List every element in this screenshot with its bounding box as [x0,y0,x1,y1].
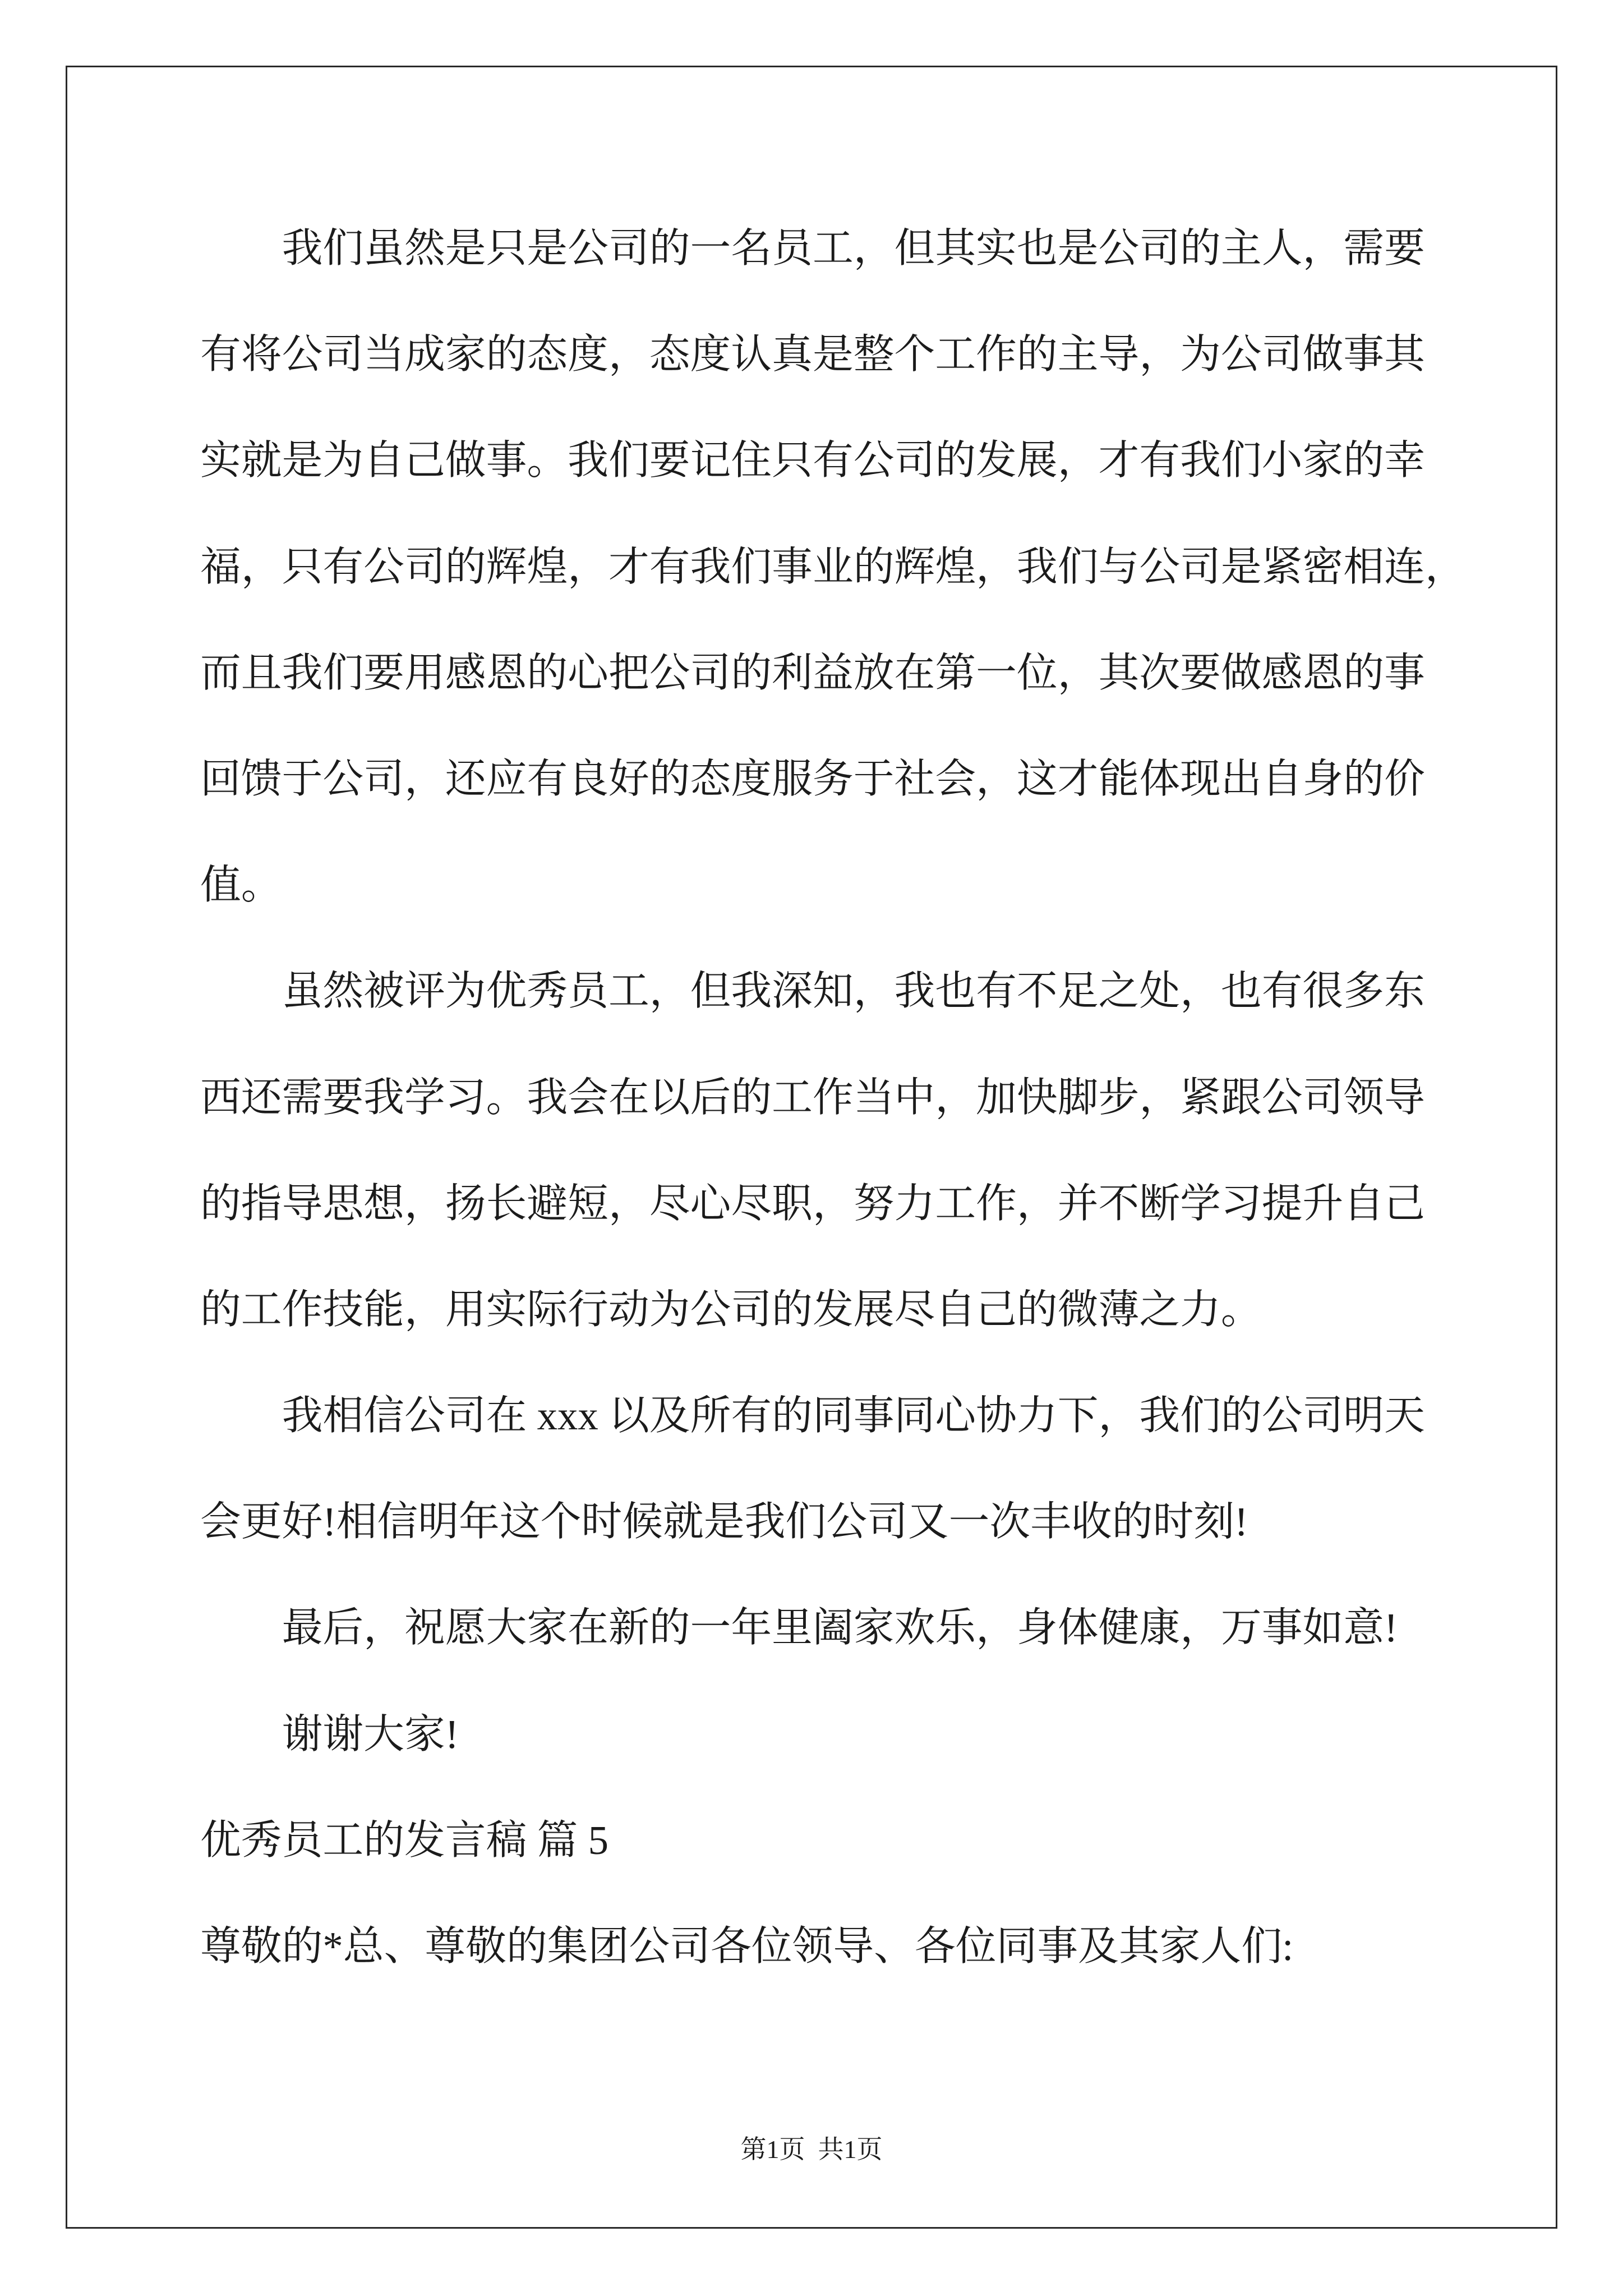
text-line: 会更好!相信明年这个时候就是我们公司又一次丰收的时刻! [200,1499,1248,1545]
text-line: 值。 [200,862,282,908]
text-line: 回馈于公司，还应有良好的态度服务于社会，这才能体现出自身的价 [200,756,1425,802]
text-line: 的指导思想，扬长避短，尽心尽职，努力工作，并不断学习提升自己 [200,1180,1425,1226]
paragraph [200,195,1466,938]
text-line: 有将公司当成家的态度，态度认真是整个工作的主导，为公司做事其 [200,332,1425,378]
text-line: 虽然被评为优秀员工，但我深知，我也有不足之处，也有很多东 [282,968,1425,1014]
paragraph [200,1575,1434,1681]
document-body [200,195,1466,1999]
salutation [200,1893,1434,1999]
text-line: 而且我们要用感恩的心把公司的利益放在第一位，其次要做感恩的事 [200,650,1425,696]
text-line: 西还需要我学习。我会在以后的工作当中，加快脚步，紧跟公司领导 [200,1074,1425,1120]
section-heading [200,1787,1434,1893]
text-line: 的工作技能，用实际行动为公司的发展尽自己的微薄之力。 [200,1286,1262,1332]
heading-text: 优秀员工的发言稿 篇 5 [200,1817,608,1863]
text-line: 福，只有公司的辉煌，才有我们事业的辉煌，我们与公司是紧密相连， [200,544,1466,590]
text-line: 我们虽然是只是公司的一名员工，但其实也是公司的主人，需要 [282,226,1425,271]
text-line: 最后，祝愿大家在新的一年里阖家欢乐，身体健康，万事如意! [282,1605,1398,1651]
page-number-footer: 第1页 共1页 [740,2135,883,2164]
paragraph [200,1681,1434,1787]
salutation-text: 尊敬的*总、尊敬的集团公司各位领导、各位同事及其家人们: [200,1924,1294,1969]
paragraph [200,938,1434,1363]
text-line: 我相信公司在 xxx 以及所有的同事同心协力下，我们的公司明天 [282,1393,1425,1439]
paragraph [200,1363,1434,1575]
text-line: 实就是为自己做事。我们要记住只有公司的发展，才有我们小家的幸 [200,438,1425,484]
text-line: 谢谢大家! [282,1711,459,1757]
